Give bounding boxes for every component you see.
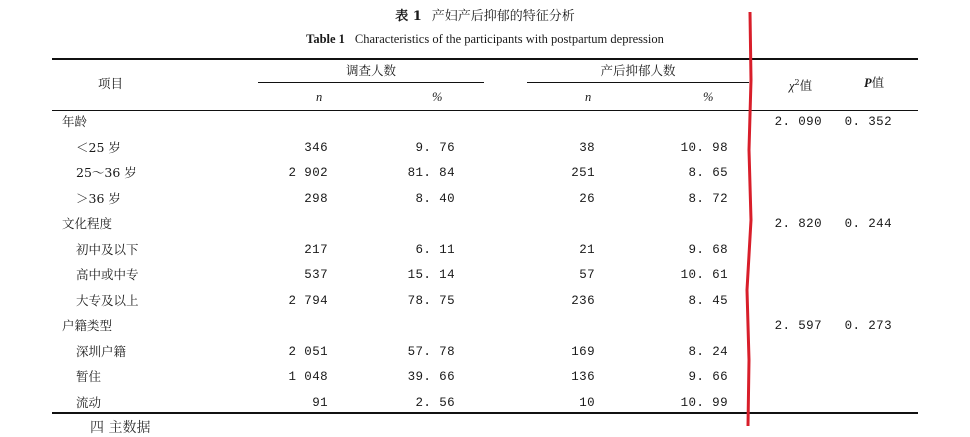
row-ppd-pct: 8. 45	[688, 293, 728, 308]
header-ppd: 产后抑郁人数	[600, 63, 676, 78]
row-ppd-n: 26	[579, 191, 595, 206]
survey-span-rule	[258, 82, 484, 83]
table-bottom-rule	[52, 412, 918, 414]
row-label: 25～36 岁	[76, 165, 137, 180]
row-survey-n: 217	[304, 242, 328, 257]
row-p-value: 0. 352	[844, 115, 892, 129]
row-survey-pct: 39. 66	[407, 370, 455, 384]
row-survey-pct: 15. 14	[407, 268, 455, 282]
row-survey-n: 537	[304, 268, 328, 282]
table-header-rule	[52, 110, 918, 111]
row-ppd-n: 136	[571, 370, 595, 384]
row-survey-pct: 2. 56	[415, 395, 455, 410]
row-group-label: 年龄	[62, 114, 88, 129]
row-ppd-n: 251	[571, 166, 595, 180]
row-label: 高中或中专	[76, 267, 139, 282]
row-survey-n: 346	[304, 140, 328, 155]
p-symbol: P	[864, 76, 872, 90]
row-survey-n: 298	[304, 191, 328, 206]
caption-en-title: Characteristics of the participants with postpartum depression	[354, 32, 664, 46]
row-p-value: 0. 273	[844, 319, 892, 333]
row-ppd-pct: 8. 65	[688, 166, 728, 180]
row-label: 流动	[76, 394, 102, 410]
row-ppd-n: 236	[571, 293, 595, 308]
p-suffix: 值	[871, 75, 885, 90]
header-survey-pct: %	[432, 90, 443, 104]
row-survey-n: 2 902	[288, 166, 328, 180]
table-caption-en	[0, 32, 970, 47]
header-ppd-n: n	[585, 90, 592, 104]
chi-superscript: 2	[794, 78, 800, 87]
row-ppd-n: 57	[579, 268, 595, 282]
header-ppd-pct: %	[703, 90, 714, 104]
row-ppd-pct: 10. 99	[680, 395, 728, 410]
row-ppd-n: 10	[579, 395, 595, 410]
row-survey-n: 2 051	[288, 344, 328, 359]
row-survey-pct: 8. 40	[415, 191, 455, 206]
footer-fragment: 四 主数据	[90, 420, 151, 436]
row-p-value: 0. 244	[844, 217, 892, 231]
row-label: 暂住	[76, 369, 102, 384]
row-label: 深圳户籍	[76, 343, 127, 359]
row-survey-n: 91	[312, 395, 328, 410]
row-chi2-value: 2. 597	[774, 319, 822, 333]
row-chi2-value: 2. 090	[774, 115, 822, 129]
row-survey-n: 2 794	[288, 293, 328, 308]
row-ppd-n: 169	[571, 344, 595, 359]
row-group-label: 户籍类型	[62, 318, 113, 333]
row-ppd-n: 21	[579, 242, 595, 257]
table-top-rule	[52, 58, 918, 60]
row-label: 初中及以下	[76, 241, 139, 257]
row-survey-pct: 81. 84	[407, 166, 455, 180]
caption-cn-label: 表 1	[395, 9, 422, 24]
table-caption-cn	[0, 5, 970, 24]
row-ppd-n: 38	[579, 140, 595, 155]
row-ppd-pct: 9. 66	[688, 370, 728, 384]
row-label: ＜25 岁	[76, 139, 121, 155]
row-survey-pct: 9. 76	[415, 140, 455, 155]
row-survey-pct: 57. 78	[407, 344, 455, 359]
header-item: 项目	[98, 76, 124, 91]
row-ppd-pct: 8. 24	[688, 344, 728, 359]
header-chi2	[789, 74, 812, 95]
row-survey-pct: 78. 75	[407, 293, 455, 308]
row-ppd-pct: 10. 61	[680, 268, 728, 282]
row-label: 大专及以上	[76, 292, 139, 308]
row-label: ＞36 岁	[76, 190, 121, 206]
row-chi2-value: 2. 820	[774, 217, 822, 231]
header-survey-n: n	[316, 90, 323, 104]
row-survey-pct: 6. 11	[415, 242, 455, 257]
ppd-span-rule	[527, 82, 749, 83]
row-survey-n: 1 048	[288, 370, 328, 384]
caption-cn-title: 产妇产后抑郁的特征分析	[431, 9, 575, 24]
header-p	[864, 74, 884, 92]
caption-en-label: Table 1	[306, 32, 345, 46]
chi-symbol: χ	[789, 79, 795, 94]
chi-suffix: 值	[799, 78, 813, 94]
row-group-label: 文化程度	[62, 216, 113, 231]
row-ppd-pct: 10. 98	[680, 140, 728, 155]
header-survey: 调查人数	[345, 63, 396, 78]
row-ppd-pct: 8. 72	[688, 191, 728, 206]
row-ppd-pct: 9. 68	[688, 242, 728, 257]
